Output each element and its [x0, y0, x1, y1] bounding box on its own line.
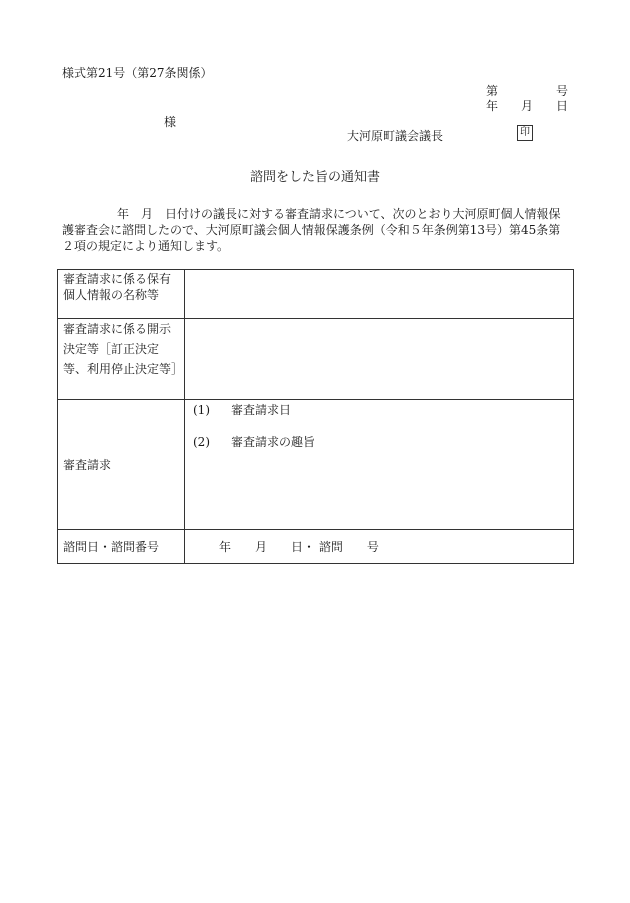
doc-number-suffix: 号 — [555, 84, 568, 98]
table-row — [58, 319, 574, 400]
request-purpose-item: (2) 審査請求の趣旨 — [193, 435, 316, 449]
decision-value — [185, 319, 574, 400]
inquiry-date-number: 年 月 日・ 諮問 号 — [185, 530, 574, 564]
row-label-info-name: 審査請求に係る保有個人情報の名称等 — [58, 270, 185, 319]
document-title: 諮問をした旨の通知書 — [249, 170, 380, 185]
row-label-inquiry: 諮問日・諮問番号 — [58, 530, 185, 564]
details-table — [57, 269, 574, 564]
request-date-item: (1) 審査請求日 — [193, 403, 292, 417]
table-row — [58, 400, 574, 530]
sender-name: 大河原町議会議長 — [347, 129, 444, 143]
doc-number-prefix: 第 — [486, 84, 499, 98]
table-row — [58, 530, 574, 564]
date-year: 年 — [486, 99, 499, 113]
date-day: 日 — [555, 99, 568, 113]
seal-mark: 印 — [517, 125, 533, 141]
form-number: 様式第21号（第27条関係） — [62, 66, 213, 80]
issue-date-line — [486, 97, 568, 114]
body-text: 年 月 日付けの議長に対する審査請求について、次のとおり大河原町個人情報保護審査会に諮問したので、大河原町議会個人情報保護条例（令和５年条例第13号）第45条第２項の規定により通知します。 — [62, 207, 561, 253]
row-label-request: 審査請求 — [58, 400, 185, 530]
body-paragraph — [62, 206, 566, 254]
addressee: 様 — [164, 115, 177, 129]
info-name-value — [185, 270, 574, 319]
date-month: 月 — [520, 99, 533, 113]
row-label-decision: 審査請求に係る開示決定等［訂正決定等、利用停止決定等］ — [58, 319, 185, 400]
request-details — [185, 400, 574, 530]
table-row — [58, 270, 574, 319]
